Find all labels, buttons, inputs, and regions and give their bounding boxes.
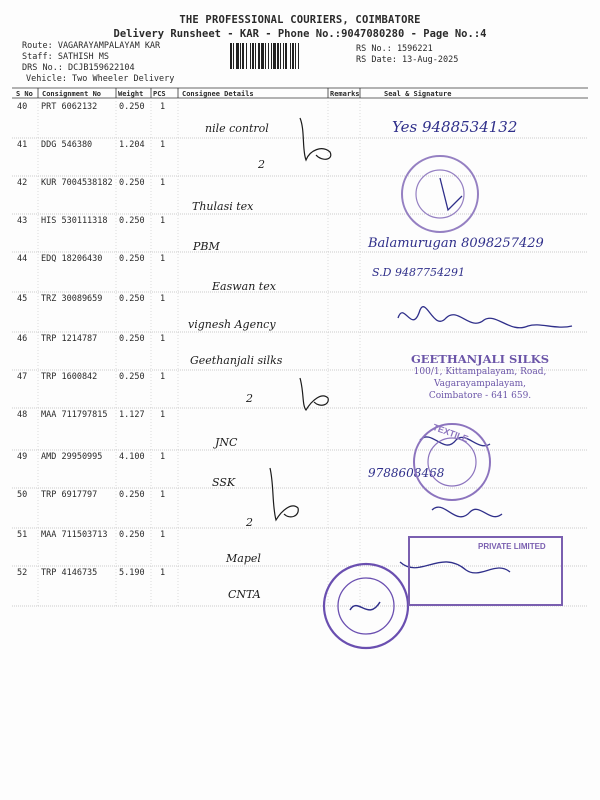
row-pcs: 1 <box>160 140 166 150</box>
row-weight: 0.250 <box>119 254 145 264</box>
document-title: THE PROFESSIONAL COURIERS, COIMBATORE <box>179 14 421 26</box>
row-consignment-no: EDQ 18206430 <box>41 254 103 264</box>
company-round-stamp <box>320 560 412 652</box>
row-pcs: 1 <box>160 334 166 344</box>
col-header-pcs: PCS <box>153 90 166 98</box>
row-weight: 1.204 <box>119 140 145 150</box>
row-consignment-no: TRP 6917797 <box>41 490 98 500</box>
row-sno: 49 <box>17 452 28 462</box>
row-consignment-no: PRT 6062132 <box>41 102 98 112</box>
row-consignment-no: TRP 1214787 <box>41 334 98 344</box>
document-subtitle: Delivery Runsheet - KAR - Phone No.:9047080280 - Page No.:4 <box>113 28 487 40</box>
row-sno: 51 <box>17 530 28 540</box>
row-weight: 0.250 <box>119 294 145 304</box>
row-sno: 50 <box>17 490 28 500</box>
textile-stamp-text: TEXTILE <box>431 421 470 445</box>
row-pcs: 1 <box>160 452 166 462</box>
drs-number: DRS No.: DCJB159622104 <box>22 63 135 73</box>
handwritten-consignee-47: 2 <box>246 392 253 405</box>
row-pcs: 1 <box>160 254 166 264</box>
row-pcs: 1 <box>160 102 166 112</box>
col-header-sno: S No <box>16 90 33 98</box>
handwritten-consignee-52: CNTA <box>228 588 261 601</box>
row-consignment-no: MAA 711503713 <box>41 530 108 540</box>
handwritten-consignee-40: nile control <box>205 122 269 135</box>
row-sno: 46 <box>17 334 28 344</box>
row-consignment-no: AMD 29950995 <box>41 452 103 462</box>
vehicle-info: Vehicle: Two Wheeler Delivery <box>26 74 175 84</box>
col-header-consignment: Consignment No <box>42 90 102 98</box>
row-sno: 41 <box>17 140 28 150</box>
stamp-address-line-3: Coimbatore - 641 659. <box>428 391 532 401</box>
row-weight: 0.250 <box>119 530 145 540</box>
handwritten-consignee-44: Easwan tex <box>212 280 276 293</box>
signature-row-43: Balamurugan 8098257429 <box>368 236 544 251</box>
signature-row-44: S.D 9487754291 <box>372 266 465 279</box>
geethanjali-silks-stamp <box>380 352 580 402</box>
row-consignment-no: MAA 711797815 <box>41 410 108 420</box>
row-pcs: 1 <box>160 410 166 420</box>
row-weight: 0.250 <box>119 490 145 500</box>
row-consignment-no: TRP 1600842 <box>41 372 98 382</box>
handwritten-consignee-49: SSK <box>212 476 236 489</box>
col-header-weight: Weight <box>118 90 144 98</box>
private-limited-text: PRIVATE LIMITED <box>478 542 546 551</box>
row-sno: 42 <box>17 178 28 188</box>
row-consignment-no: KUR 7004538182 <box>41 178 113 188</box>
row-consignment-no: DDG 546380 <box>41 140 93 150</box>
round-seal-stamp <box>398 152 482 236</box>
row-pcs: 1 <box>160 216 166 226</box>
row-weight: 0.250 <box>119 372 145 382</box>
row-weight: 0.250 <box>119 334 145 344</box>
handwritten-consignee-43: PBM <box>193 240 220 253</box>
row-sno: 45 <box>17 294 28 304</box>
staff-info: Staff: SATHISH MS <box>22 52 109 62</box>
handwritten-consignee-41: 2 <box>258 158 265 171</box>
row-sno: 44 <box>17 254 28 264</box>
row-consignment-no: TRP 4146735 <box>41 568 98 578</box>
row-weight: 0.250 <box>119 102 145 112</box>
handwritten-consignee-50: 2 <box>246 516 253 529</box>
row-pcs: 1 <box>160 294 166 304</box>
row-pcs: 1 <box>160 568 166 578</box>
row-weight: 1.127 <box>119 410 145 420</box>
stamp-address-line-2: Vagarayampalayam, <box>433 379 527 389</box>
handwritten-consignee-42: Thulasi tex <box>192 200 254 213</box>
row-consignment-no: TRZ 30089659 <box>41 294 103 304</box>
stamp-address-line-1: 100/1, Kittampalayam, Road, <box>413 367 547 377</box>
signature-row-40: Yes 9488534132 <box>392 118 518 136</box>
row-pcs: 1 <box>160 372 166 382</box>
row-consignment-no: HIS 530111318 <box>41 216 108 226</box>
row-sno: 47 <box>17 372 28 382</box>
route-info: Route: VAGARAYAMPALAYAM KAR <box>22 41 161 51</box>
row-weight: 4.100 <box>119 452 145 462</box>
row-sno: 48 <box>17 410 28 420</box>
row-sno: 40 <box>17 102 28 112</box>
handwritten-consignee-45: vignesh Agency <box>188 318 276 331</box>
handwritten-consignee-48: JNC <box>215 436 238 449</box>
stamp-company-name: GEETHANJALI SILKS <box>410 352 550 366</box>
signature-row-49: 9788608468 <box>368 466 445 480</box>
row-weight: 5.190 <box>119 568 145 578</box>
handwritten-consignee-46: Geethanjali silks <box>190 354 283 367</box>
row-weight: 0.250 <box>119 178 145 188</box>
private-limited-stamp <box>408 536 563 606</box>
col-header-seal: Seal & Signature <box>384 90 452 98</box>
row-sno: 52 <box>17 568 28 578</box>
col-header-consignee: Consignee Details <box>182 90 254 98</box>
row-weight: 0.250 <box>119 216 145 226</box>
row-pcs: 1 <box>160 530 166 540</box>
rs-number: RS No.: 1596221 <box>356 44 433 54</box>
col-header-remarks: Remarks <box>330 90 360 98</box>
row-pcs: 1 <box>160 490 166 500</box>
row-sno: 43 <box>17 216 28 226</box>
handwritten-consignee-51: Mapel <box>226 552 261 565</box>
rs-date: RS Date: 13-Aug-2025 <box>356 55 459 65</box>
row-pcs: 1 <box>160 178 166 188</box>
